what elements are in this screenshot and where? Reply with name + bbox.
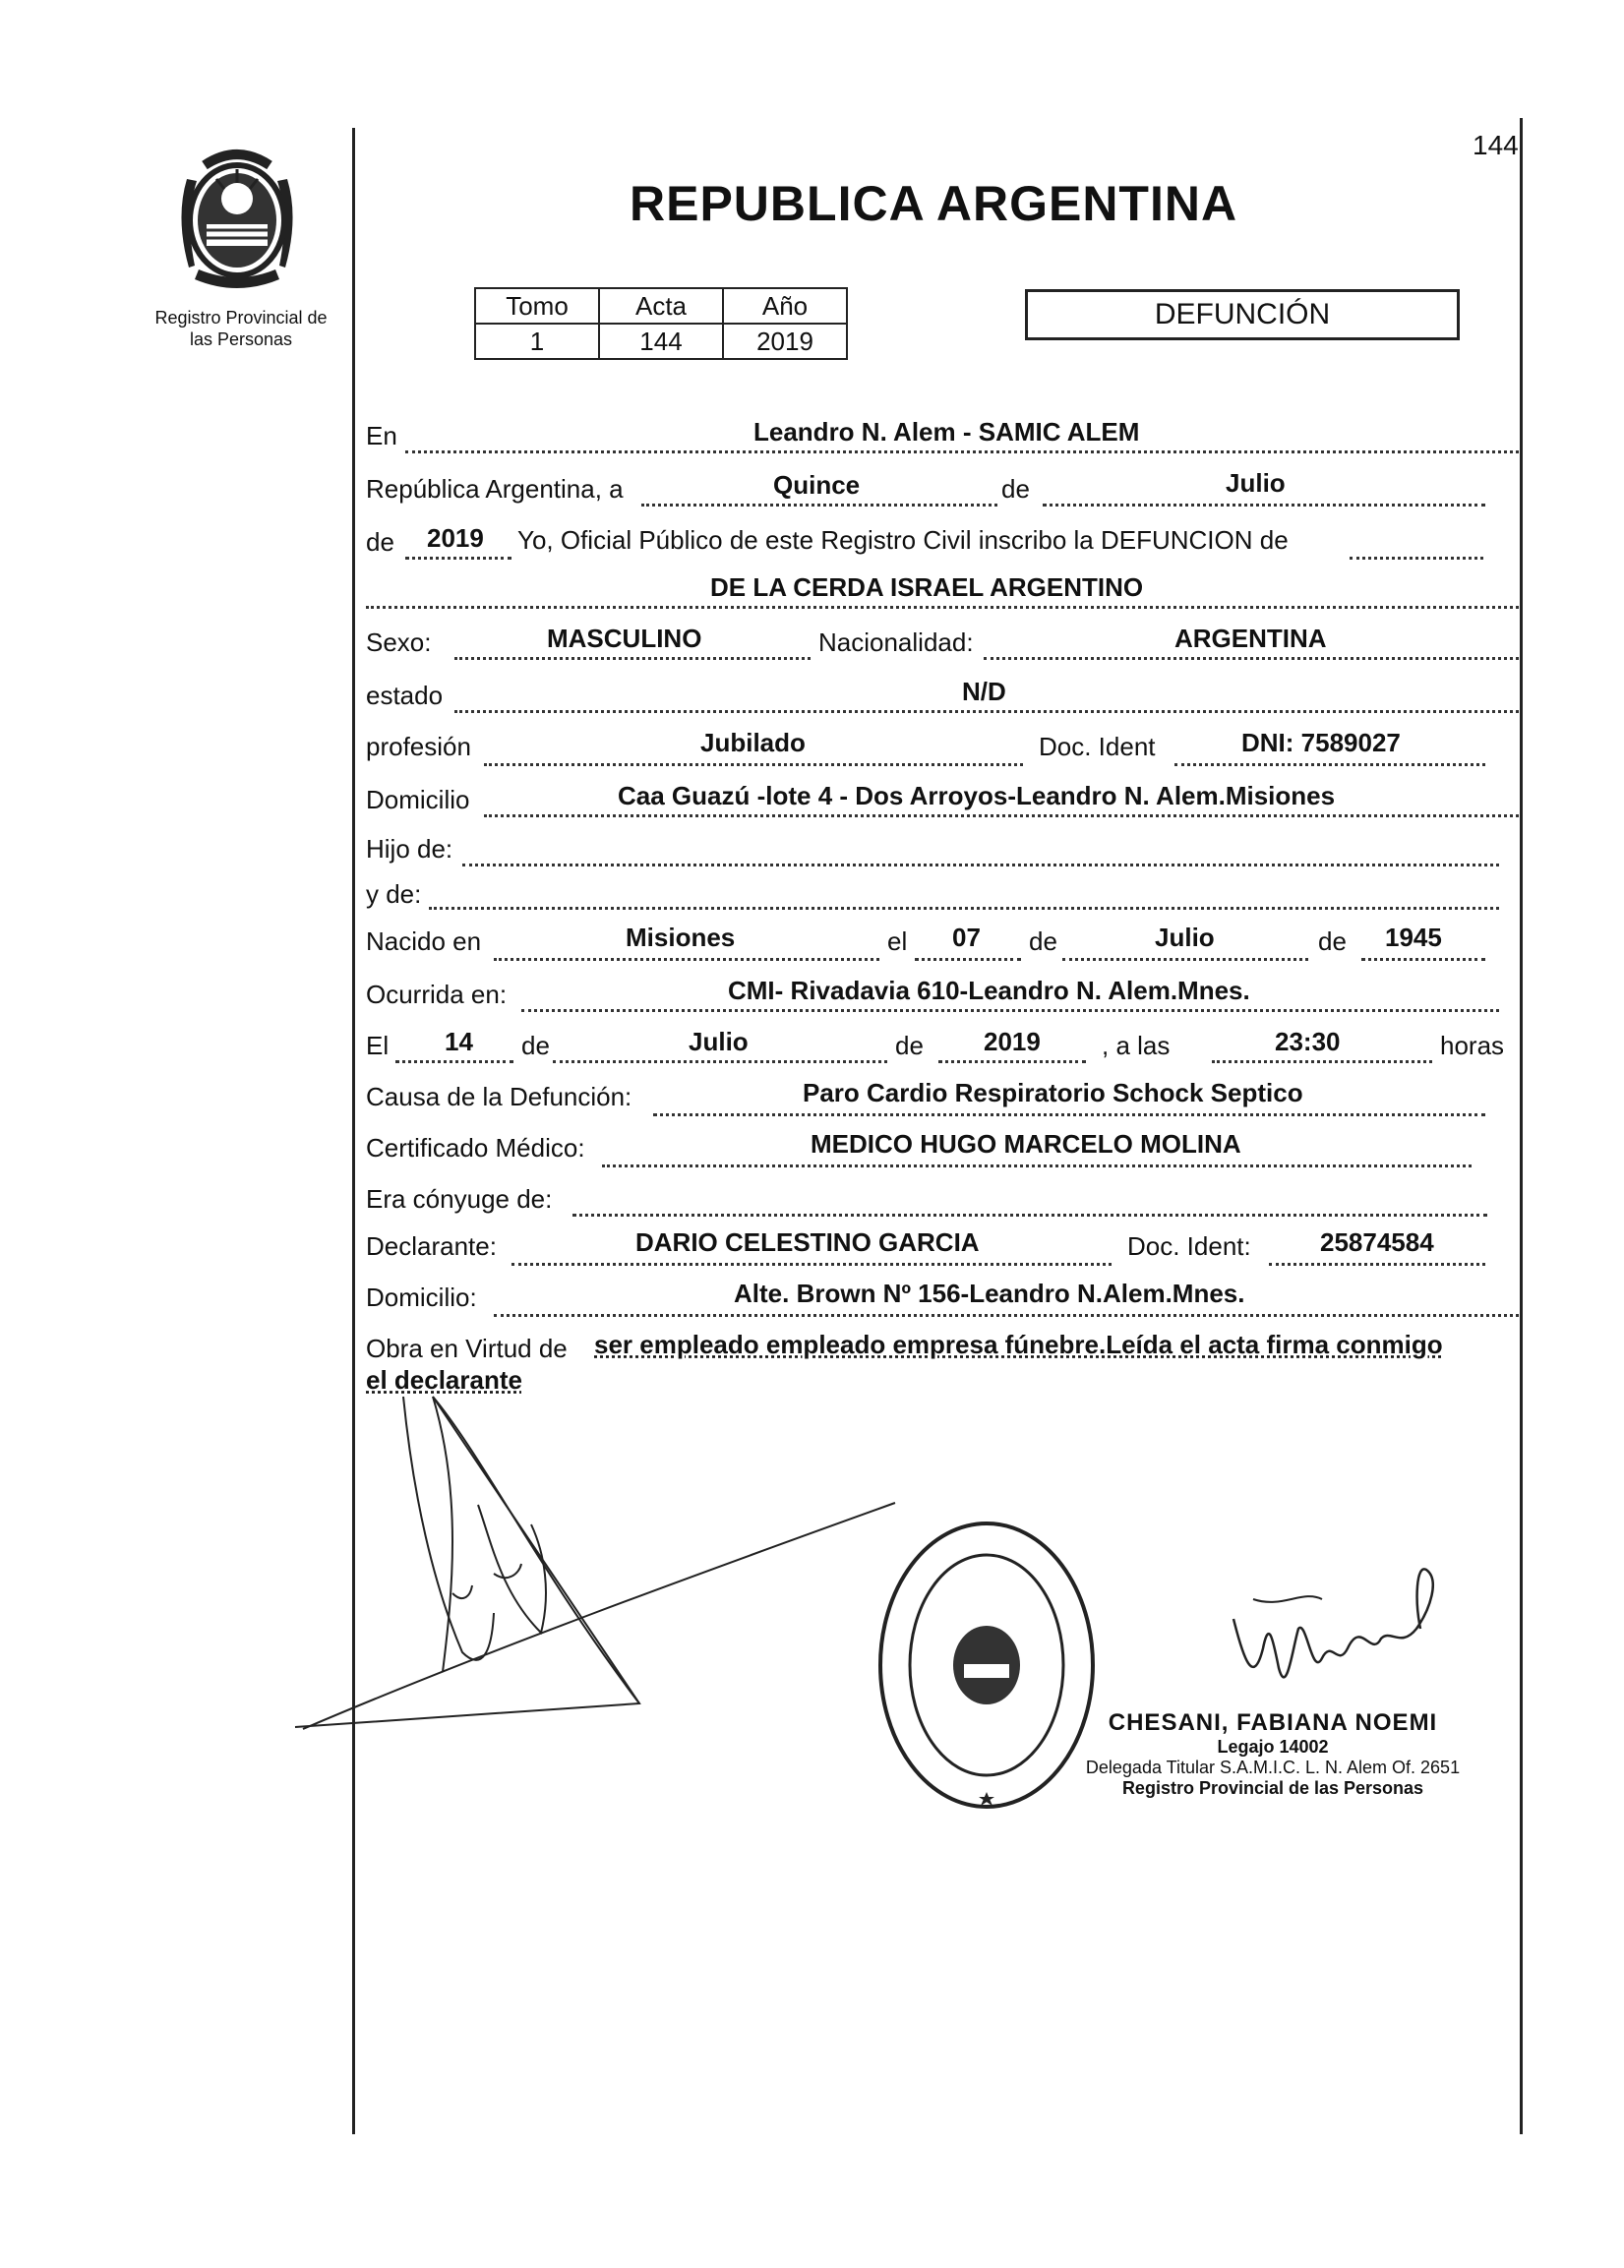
value-month: Julio <box>1226 468 1286 498</box>
label-declarante-doc: Doc. Ident: <box>1127 1231 1251 1261</box>
dotted-line <box>484 814 1519 817</box>
registry-line-2: las Personas <box>189 329 293 349</box>
dotted-line <box>405 450 1519 453</box>
label-conyuge: Era cónyuge de: <box>366 1184 553 1214</box>
label-estado: estado <box>366 681 444 710</box>
value-causa: Paro Cardio Respiratorio Schock Septico <box>803 1078 1303 1107</box>
label-declarante: Declarante: <box>366 1231 497 1261</box>
label-obra: Obra en Virtud de <box>366 1334 568 1363</box>
value-death-time: 23:30 <box>1275 1027 1341 1056</box>
label-causa: Causa de la Defunción: <box>366 1082 632 1111</box>
declarant-signature <box>285 1357 954 1790</box>
left-margin-line <box>352 128 355 2134</box>
value-domicilio: Caa Guazú -lote 4 - Dos Arroyos-Leandro N. Alem.Misiones <box>618 781 1336 810</box>
page-title: REPUBLICA ARGENTINA <box>630 176 1238 231</box>
value-tomo: 1 <box>475 324 599 359</box>
value-death-month: Julio <box>689 1027 749 1056</box>
label-en: En <box>366 421 397 450</box>
stamp-ring-text <box>873 1812 1100 1813</box>
label-horas: horas <box>1440 1031 1505 1060</box>
dotted-line <box>454 657 811 660</box>
value-declarante-doc: 25874584 <box>1320 1227 1434 1257</box>
value-declarante: DARIO CELESTINO GARCIA <box>635 1227 980 1257</box>
label-de-birth: de <box>1029 926 1057 956</box>
document-type-box: DEFUNCIÓN <box>1025 289 1460 340</box>
value-day-words: Quince <box>773 470 861 500</box>
dotted-line <box>915 958 1021 961</box>
label-certificado: Certificado Médico: <box>366 1133 585 1163</box>
dotted-line <box>1043 504 1485 507</box>
value-birth-day: 07 <box>952 923 981 952</box>
dotted-line <box>494 958 879 961</box>
value-certificado: MEDICO HUGO MARCELO MOLINA <box>811 1129 1241 1159</box>
dotted-line <box>641 504 997 507</box>
value-obra-2: el declarante <box>366 1365 522 1395</box>
dotted-line <box>553 1060 887 1063</box>
value-acta: 144 <box>599 324 723 359</box>
value-nacido-en: Misiones <box>626 923 736 952</box>
registry-name <box>128 307 354 350</box>
label-el: el <box>887 926 908 956</box>
dotted-line <box>1212 1060 1432 1063</box>
header-tomo: Tomo <box>475 288 599 324</box>
record-header-row <box>475 288 847 324</box>
dotted-line <box>521 1009 1499 1012</box>
dotted-line <box>1062 958 1308 961</box>
dotted-line <box>1350 557 1483 560</box>
value-sexo: MASCULINO <box>547 624 702 653</box>
dotted-line <box>494 1314 1519 1317</box>
label-de: de <box>1001 474 1030 504</box>
label-de-birth-year: de <box>1318 926 1347 956</box>
label-y-de: y de: <box>366 879 422 909</box>
dotted-line <box>984 657 1519 660</box>
page-number: 144 <box>1473 130 1519 160</box>
dotted-line <box>1174 763 1485 766</box>
label-republica: República Argentina, a <box>366 474 624 504</box>
official-name: CHESANI, FABIANA NOEMI <box>1108 1709 1438 1736</box>
label-declarante-domicilio: Domicilio: <box>366 1283 477 1312</box>
value-profesion: Jubilado <box>700 728 806 757</box>
label-nacionalidad: Nacionalidad: <box>818 627 974 657</box>
value-estado: N/D <box>962 677 1006 706</box>
record-table <box>474 287 848 360</box>
value-ocurrida-en: CMI- Rivadavia 610-Leandro N. Alem.Mnes. <box>728 976 1250 1005</box>
value-obra: ser empleado empleado empresa fúnebre.Leída el acta firma conmigo <box>594 1330 1443 1359</box>
label-de-death: de <box>521 1031 550 1060</box>
label-hijo-de: Hijo de: <box>366 834 453 864</box>
label-de-death-year: de <box>895 1031 924 1060</box>
label-nacido-en: Nacido en <box>366 926 482 956</box>
value-doc-ident: DNI: 7589027 <box>1241 728 1401 757</box>
value-year: 2019 <box>427 523 484 553</box>
official-registry: Registro Provincial de las Personas <box>1121 1778 1424 1798</box>
label-el-death: El <box>366 1031 390 1060</box>
value-anio: 2019 <box>723 324 847 359</box>
value-death-year: 2019 <box>984 1027 1041 1056</box>
text-inscribo: Yo, Oficial Público de este Registro Civil inscribo la DEFUNCION de <box>517 525 1289 555</box>
dotted-line <box>1361 958 1485 961</box>
dotted-line <box>405 557 511 560</box>
official-legajo: Legajo 14002 <box>1217 1737 1329 1757</box>
dotted-line <box>484 763 1023 766</box>
right-margin-line <box>1520 118 1523 2134</box>
registry-line-1: Registro Provincial de <box>154 308 328 328</box>
dotted-line <box>454 710 1519 713</box>
dotted-line <box>366 606 1519 609</box>
dotted-line <box>938 1060 1086 1063</box>
dotted-line <box>572 1214 1487 1217</box>
province-logo <box>165 140 309 300</box>
value-en: Leandro N. Alem - SAMIC ALEM <box>753 417 1140 447</box>
value-birth-month: Julio <box>1155 923 1215 952</box>
dotted-line <box>653 1113 1485 1116</box>
label-de-year: de <box>366 527 394 557</box>
label-doc-ident: Doc. Ident <box>1039 732 1156 761</box>
header-acta: Acta <box>599 288 723 324</box>
official-role: Delegada Titular S.A.M.I.C. L. N. Alem Of. 2651 <box>1085 1758 1461 1777</box>
label-domicilio: Domicilio <box>366 785 470 814</box>
label-a-las: , a las <box>1102 1031 1171 1060</box>
dotted-line <box>429 907 1499 910</box>
dotted-line <box>511 1263 1112 1266</box>
label-sexo: Sexo: <box>366 627 432 657</box>
value-deceased-name: DE LA CERDA ISRAEL ARGENTINO <box>710 572 1144 602</box>
value-declarante-domicilio: Alte. Brown Nº 156-Leandro N.Alem.Mnes. <box>734 1279 1245 1308</box>
official-signature <box>1224 1560 1460 1707</box>
official-name-block <box>1066 1709 1479 1799</box>
dotted-line <box>602 1164 1472 1167</box>
record-value-row <box>475 324 847 359</box>
header-anio: Año <box>723 288 847 324</box>
label-profesion: profesión <box>366 732 471 761</box>
dotted-line <box>462 864 1499 866</box>
value-birth-year: 1945 <box>1385 923 1442 952</box>
value-death-day: 14 <box>445 1027 473 1056</box>
label-ocurrida-en: Ocurrida en: <box>366 980 508 1009</box>
dotted-line <box>395 1060 513 1063</box>
value-nacionalidad: ARGENTINA <box>1174 624 1327 653</box>
dotted-line <box>1269 1263 1485 1266</box>
